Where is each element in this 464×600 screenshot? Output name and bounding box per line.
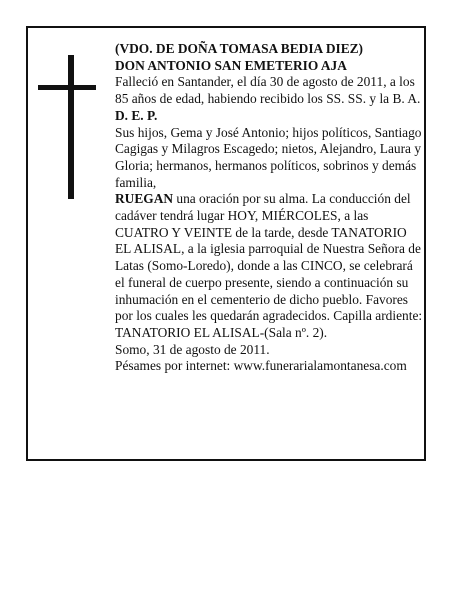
place-date: Somo, 31 de agosto de 2011.: [115, 341, 270, 357]
widow-line: (VDO. DE DOÑA TOMASA BEDIA DIEZ): [115, 41, 364, 56]
request-text: una oración por su alma. La conducción del cadáver tendrá lugar HOY, MIÉRCOLES, a las CUATRO Y VEINTE de la tarde, desde TANATORIO EL ALISAL, a la iglesia parroquial de Nuestra Señora de Latas (Somo-Loredo), donde a las CINCO, se celebrará el funeral de cuerpo presente, siendo a continuación su inhumación en el cementerio de dicho pueblo. Favores por los cuales les quedarán agradecidos. Capilla ardiente: TANATORIO EL ALISAL-(Sala nº. 2).: [115, 191, 423, 340]
funeral-details: [115, 191, 423, 341]
condolences-line: Pésames por internet: www.funerarialamontanesa.com: [115, 358, 407, 374]
obituary-text: [115, 41, 423, 375]
obituary-notice: [26, 26, 426, 461]
request-lead: RUEGAN: [115, 191, 174, 207]
cross-horizontal-bar: [38, 85, 96, 90]
deceased-name: DON ANTONIO SAN EMETERIO AJA: [115, 57, 347, 73]
cross-vertical-bar: [68, 55, 74, 199]
death-info: Falleció en Santander, el día 30 de agosto de 2011, a los 85 años de edad, habiendo recibido los SS. SS. y la B. A.: [115, 74, 421, 107]
family-list: Sus hijos, Gema y José Antonio; hijos políticos, Santiago Cagigas y Milagros Escagedo; nietos, Alejandro, Laura y Gloria; hermanos, hermanos políticos, sobrinos y demás familia,: [115, 124, 422, 190]
dep-line: D. E. P.: [115, 107, 158, 123]
